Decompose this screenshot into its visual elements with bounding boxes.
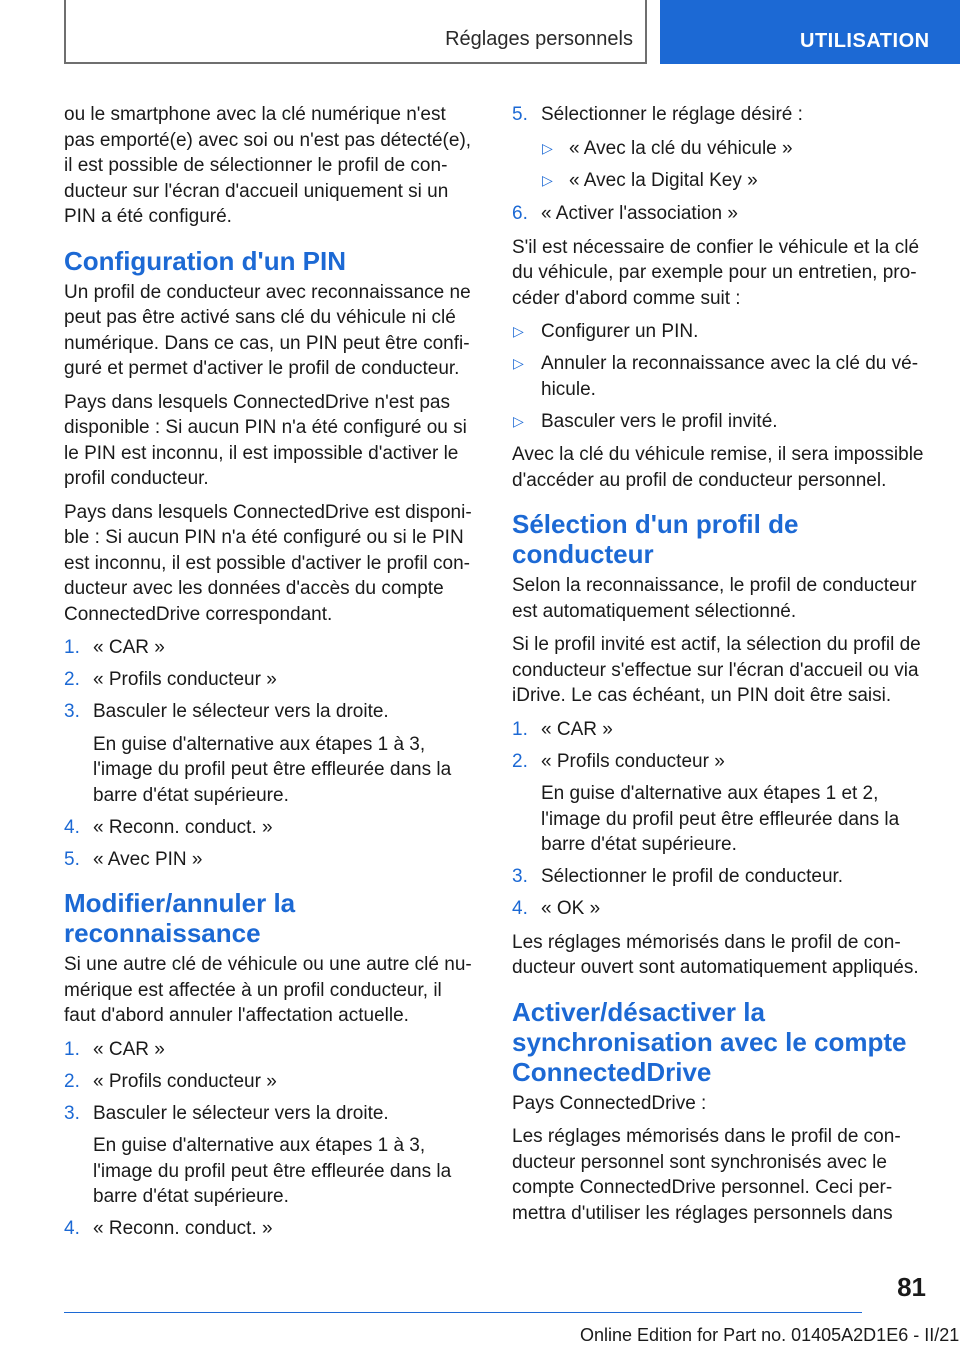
paragraph: Les réglages mémorisés dans le profil de conducteur ouvert sont automatiquement appliqués. — [512, 931, 919, 978]
step-text: « CAR » — [93, 637, 165, 658]
paragraph: Avec la clé du véhicule remise, il sera impossible d'accéder au profil de conducteur personnel. — [512, 444, 924, 491]
step-item — [512, 102, 926, 128]
step-note: En guise d'alternative aux étapes 1 à 3, l'image du profil peut être effleurée dans la barre d'état supérieure. — [93, 1135, 452, 1207]
intro-paragraph: ou le smartphone avec la clé numérique n'est pas emporté(e) avec soi ou n'est pas détecté(e), il est possible de sélectionner le profil de conducteur sur l'écran d'accueil uniquement si un PIN a été configuré. — [64, 104, 472, 227]
paragraph: Si le profil invité est actif, la sélection du profil de conducteur s'effectue sur l'écran d'accueil ou via iDrive. Le cas échéant, un PIN doit être saisi. — [512, 634, 921, 706]
step-note: En guise d'alternative aux étapes 1 à 3, l'image du profil peut être effleurée dans la barre d'état supérieure. — [93, 733, 452, 806]
step-item — [64, 847, 478, 873]
steps-list — [64, 1037, 478, 1242]
bullet-item — [512, 319, 926, 345]
section-title: Réglages personnels — [445, 28, 633, 50]
paragraph: Pays ConnectedDrive : — [512, 1092, 707, 1114]
bullet-text: Basculer vers le profil invité. — [541, 410, 778, 432]
bullet-list — [512, 319, 926, 434]
step-text: « Reconn. conduct. » — [93, 1218, 273, 1239]
page-number: 81 — [897, 1272, 926, 1302]
step-text: « CAR » — [93, 1038, 165, 1060]
paragraph: Les réglages mémorisés dans le profil de conducteur personnel sont synchronisés avec le compte ConnectedDrive personnel. Ceci permettra d'utiliser les réglages personnels dans — [512, 1126, 901, 1224]
steps-list — [512, 717, 926, 922]
step-number: 2. — [512, 750, 528, 772]
step-number: 3. — [64, 701, 80, 722]
option-item — [512, 136, 926, 162]
step-number: 4. — [64, 816, 80, 838]
step-text: « CAR » — [541, 718, 613, 740]
step-number: 2. — [64, 1070, 80, 1092]
step-text: Sélectionner le réglage désiré : — [541, 104, 803, 125]
step-number: 3. — [512, 866, 528, 887]
step-item — [512, 896, 926, 922]
triangle-right-icon: ▷ — [513, 355, 524, 371]
step-number: 1. — [64, 1038, 80, 1060]
bullet-text: Configurer un PIN. — [541, 321, 699, 342]
step-item — [512, 864, 926, 890]
chapter-tab: UTILISATION — [660, 0, 960, 64]
heading-pin-configuration: Configuration d'un PIN — [64, 245, 347, 276]
step-item — [512, 749, 926, 858]
paragraph: Selon la reconnaissance, le profil de conducteur est automatiquement sélectionné. — [512, 575, 917, 622]
bullet-text: Annuler la reconnaissance avec la clé du véhicule. — [541, 353, 919, 400]
option-text: « Avec la clé du véhicule » — [569, 137, 793, 159]
options-list — [512, 136, 926, 194]
step-item — [64, 635, 478, 661]
paragraph: Pays dans lesquels ConnectedDrive est disponible : Si aucun PIN n'a été configuré ou si le PIN est inconnu, il est possible d'activer le profil conducteur avec les données d'accès du compte ConnectedDrive correspondant. — [64, 501, 472, 625]
step-number: 3. — [64, 1102, 80, 1124]
step-text: Basculer le sélecteur vers la droite. — [93, 1102, 389, 1124]
step-item — [64, 1101, 478, 1210]
heading-modify-recognition: Modifier/annuler la reconnaissance — [64, 888, 296, 948]
step-text: « OK » — [541, 898, 601, 919]
step-number: 1. — [512, 718, 528, 740]
step-text: « Profils conducteur » — [93, 669, 277, 690]
steps-list — [512, 102, 926, 128]
triangle-right-icon: ▷ — [542, 171, 553, 188]
step-number: 1. — [64, 637, 80, 658]
step-item — [64, 1216, 478, 1242]
step-item — [64, 1037, 478, 1063]
steps-list — [64, 635, 478, 872]
option-text: « Avec la Digital Key » — [569, 169, 758, 191]
bullet-item — [512, 351, 926, 402]
step-item — [64, 667, 478, 693]
step-number: 5. — [512, 104, 528, 125]
step-item — [64, 815, 478, 841]
paragraph: Un profil de conducteur avec reconnaissance ne peut pas être activé sans clé du véhicule ni clé numérique. Dans ce cas, un PIN peut être configuré et permet d'activer le profil de conducteur. — [64, 281, 471, 379]
header-section-box — [64, 0, 647, 64]
triangle-right-icon: ▷ — [513, 323, 524, 339]
left-column — [64, 102, 478, 1250]
triangle-right-icon: ▷ — [513, 412, 524, 429]
step-note: En guise d'alternative aux étapes 1 et 2, l'image du profil peut être effleurée dans la barre d'état supérieure. — [541, 783, 900, 855]
heading-sync-connecteddrive: Activer/désactiver la synchronisation avec le compte ConnectedDrive — [512, 996, 907, 1087]
option-item — [512, 168, 926, 194]
step-text: Basculer le sélecteur vers la droite. — [93, 701, 389, 722]
step-text: « Profils conducteur » — [93, 1070, 277, 1092]
step-number: 6. — [512, 203, 528, 224]
steps-list — [512, 201, 926, 227]
step-text: « Reconn. conduct. » — [93, 816, 273, 838]
step-text: « Avec PIN » — [93, 848, 203, 870]
heading-select-profile: Sélection d'un profil de conducteur — [512, 509, 799, 569]
step-item — [64, 699, 478, 808]
right-column — [512, 102, 926, 1234]
paragraph: Si une autre clé de véhicule ou une autre clé numérique est affectée à un profil conducteur, il faut d'abord annuler l'affectation actuelle. — [64, 954, 472, 1026]
triangle-right-icon: ▷ — [542, 139, 553, 156]
step-number: 2. — [64, 669, 80, 690]
step-text: « Activer l'association » — [541, 203, 738, 224]
footer-divider — [64, 1312, 862, 1313]
step-item — [64, 1069, 478, 1095]
step-text: Sélectionner le profil de conducteur. — [541, 866, 844, 887]
bullet-item — [512, 409, 926, 435]
edition-footer: Online Edition for Part no. 01405A2D1E6 - II/21 — [580, 1325, 960, 1345]
step-item — [512, 201, 926, 227]
step-number: 5. — [64, 848, 80, 870]
step-number: 4. — [64, 1218, 80, 1239]
step-number: 4. — [512, 898, 528, 919]
paragraph: S'il est nécessaire de confier le véhicule et la clé du véhicule, par exemple pour un entretien, procéder d'abord comme suit : — [512, 236, 920, 309]
paragraph: Pays dans lesquels ConnectedDrive n'est pas disponible : Si aucun PIN n'a été configuré ou si le PIN est inconnu, il est impossible d'activer le profil conducteur. — [64, 391, 467, 489]
step-text: « Profils conducteur » — [541, 750, 725, 772]
step-item — [512, 717, 926, 743]
